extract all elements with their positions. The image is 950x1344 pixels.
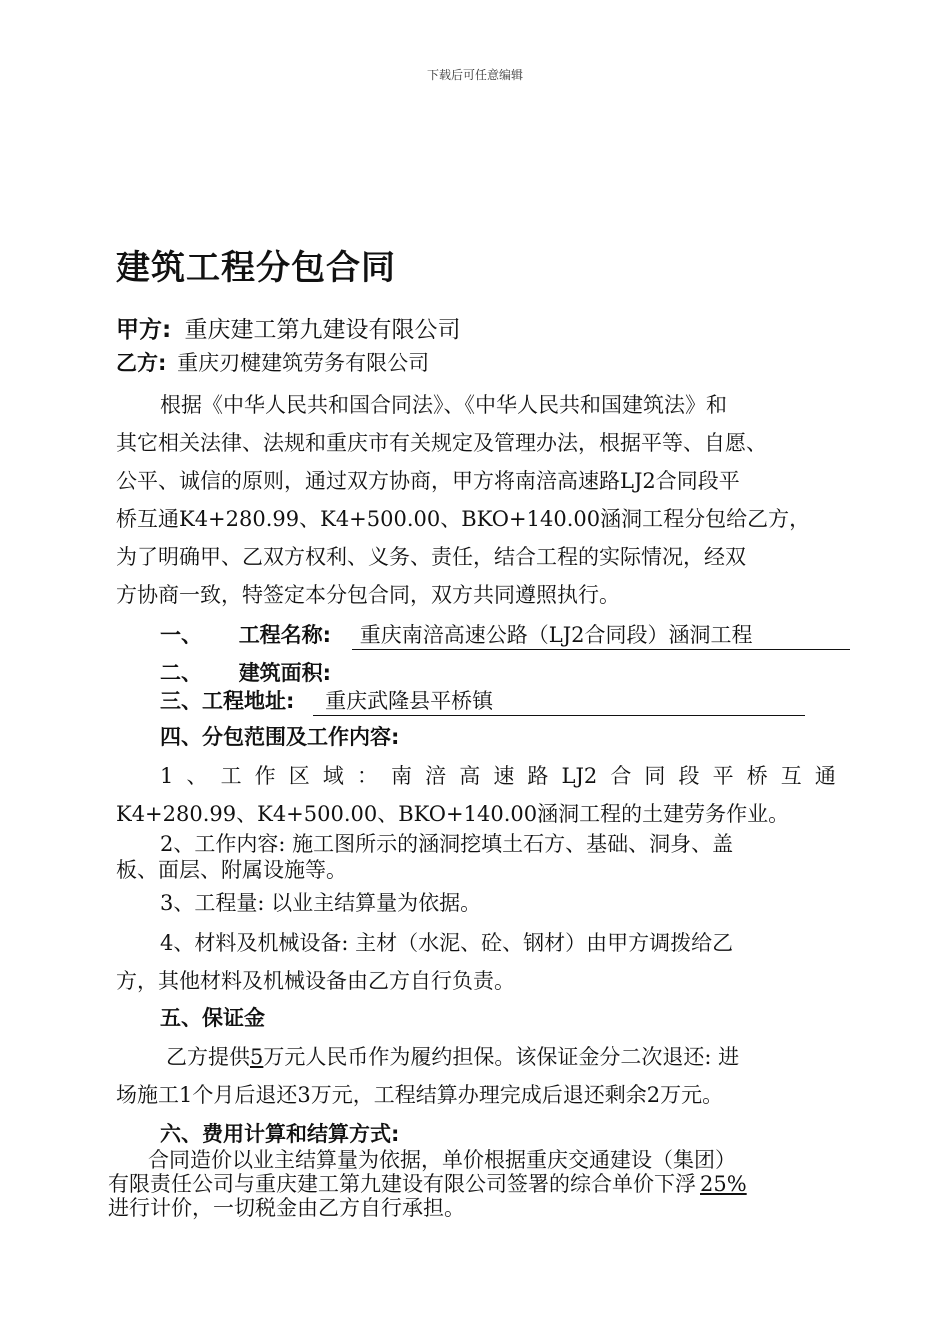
work-content-line: 板、面层、附属设施等。 [116,858,347,882]
party-b-line [116,349,429,377]
char: 1 [160,764,174,788]
deposit-line: 场施工1个月后退还3万元，工程结算办理完成后退还剩余2万元。 [116,1083,724,1107]
intro-line: 公平、诚信的原则，通过双方协商，甲方将南涪高速路LJ2合同段平 [116,469,740,493]
intro-line: 根据《中华人民共和国合同法》、《中华人民共和国建筑法》和 [160,393,727,417]
section-heading: 六、费用计算和结算方式: [160,1122,400,1146]
work-content-line: 2、工作内容: 施工图所示的涵洞挖填土石方、基础、洞身、盖 [160,832,734,856]
section-label: 三、工程地址: [160,689,295,713]
settlement-line: 合同造价以业主结算量为依据，单价根据重庆交通建设（集团） [148,1148,736,1172]
intro-line: 为了明确甲、乙双方权利、义务、责任，结合工程的实际情况，经双 [116,545,746,569]
char: 合 [610,764,632,788]
char: 同 [644,764,666,788]
char: 南 [391,764,413,788]
page-header-note: 下载后可任意编辑 [426,68,523,82]
work-area-continued: K4+280.99、K4+500.00、BKO+140.00涵洞工程的土建劳务作业。 [116,802,790,826]
party-a-line [116,316,461,344]
char: 作 [254,764,276,788]
char: LJ2 [561,764,598,788]
char: 域 [322,764,344,788]
section-heading: 五、保证金 [160,1006,265,1030]
party-a-label: 甲方: [116,317,172,343]
section-heading: 四、分包范围及工作内容: [160,725,400,749]
char: 涪 [425,764,447,788]
char: 速 [493,764,515,788]
settlement-line: 进行计价，一切税金由乙方自行承担。 [108,1196,465,1220]
section-building-area [160,659,331,687]
party-b-label: 乙方: [116,351,167,375]
char: 工 [220,764,242,788]
section-number: 一、 [160,623,202,647]
quantity-line: 3、工程量: 以业主结算量为依据。 [160,891,482,915]
intro-line: 方协商一致，特签定本分包合同，双方共同遵照执行。 [116,583,620,607]
char: 区 [288,764,310,788]
char: 平 [712,764,734,788]
intro-line: 桥互通K4+280.99、K4+500.00、BKO+140.00涵洞工程分包给乙方， [116,507,811,531]
intro-line: 其它相关法律、法规和重庆市有关规定及管理办法，根据平等、自愿、 [116,431,767,455]
char: ： [356,764,378,788]
char: 互 [780,764,802,788]
section-label: 工程名称: [238,623,332,647]
discount-percent: 25% [700,1172,747,1196]
section-project-name [160,621,850,650]
deposit-text: 万元人民币作为履约担保。该保证金分二次退还: 进 [263,1045,740,1069]
section-project-address [160,687,805,716]
char: 桥 [746,764,768,788]
char: 高 [459,764,481,788]
char: 、 [186,764,208,788]
char: 路 [527,764,549,788]
project-address-value: 重庆武隆县平桥镇 [313,687,805,716]
deposit-amount: 5 [250,1045,264,1069]
materials-line: 方，其他材料及机械设备由乙方自行负责。 [116,969,515,993]
settlement-text: 有限责任公司与重庆建工第九建设有限公司签署的综合单价下浮 [108,1172,696,1196]
work-area-line [160,762,836,790]
party-a-value: 重庆建工第九建设有限公司 [184,317,461,343]
char: 通 [814,764,836,788]
section-number: 二、 [160,661,202,685]
document-title: 建筑工程分包合同 [116,248,396,288]
deposit-line [166,1043,739,1071]
party-b-value: 重庆刃楗建筑劳务有限公司 [177,351,430,375]
deposit-text: 乙方提供 [166,1045,250,1069]
project-name-value: 重庆南涪高速公路（LJ2合同段）涵洞工程 [352,621,850,650]
section-label: 建筑面积: [238,661,332,685]
materials-line: 4、材料及机械设备: 主材（水泥、砼、钢材）由甲方调拨给乙 [160,931,734,955]
char: 段 [678,764,700,788]
